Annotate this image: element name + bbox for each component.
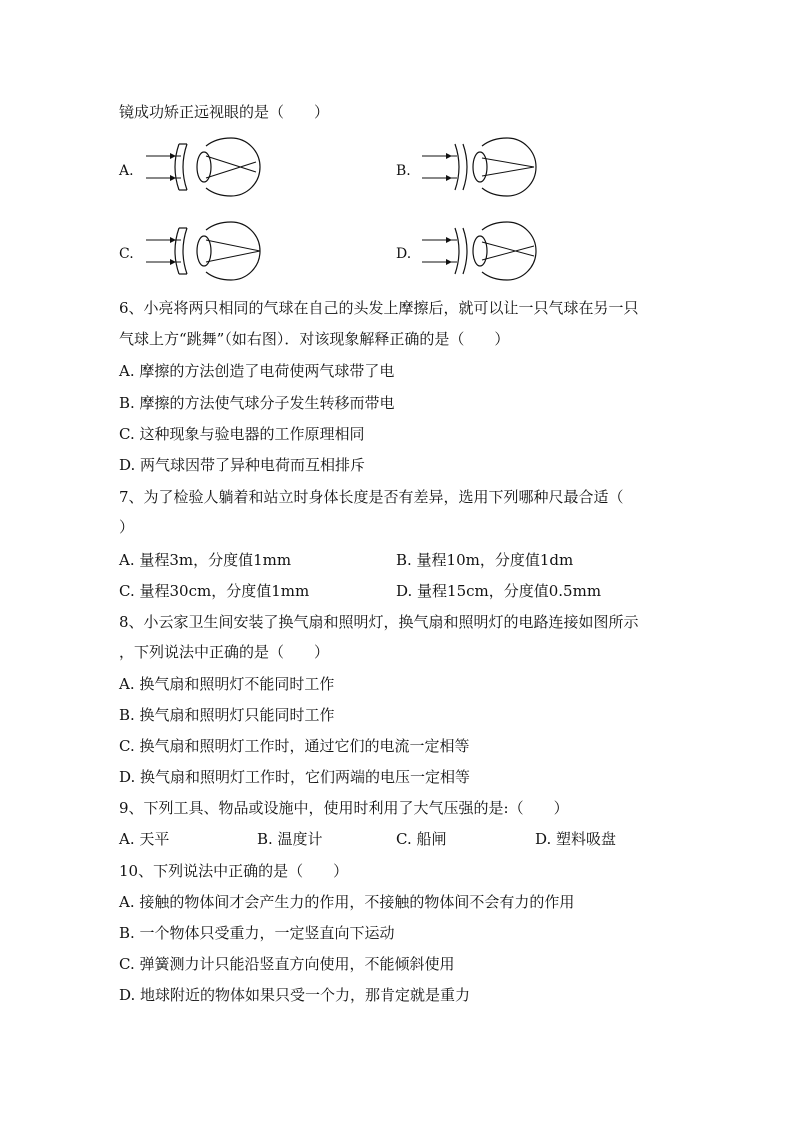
q6-stem-line2: 气球上方“跳舞”（如右图）．对该现象解释正确的是（ ） — [119, 330, 510, 348]
eye-diagram-icon — [146, 218, 286, 284]
q7-option-a: A. 量程3m，分度值1mm — [119, 551, 292, 569]
q10-option-b: B. 一个物体只受重力，一定竖直向下运动 — [119, 924, 395, 942]
q5-option-b-label: B. — [396, 163, 411, 179]
q8-option-c: C. 换气扇和照明灯工作时，通过它们的电流一定相等 — [119, 737, 470, 755]
eye-diagram-icon — [422, 218, 562, 284]
q9-stem: 9、下列工具、物品或设施中，使用时利用了大气压强的是:（ ） — [119, 799, 569, 817]
q8-option-a: A. 换气扇和照明灯不能同时工作 — [119, 675, 335, 693]
q6-option-b: B. 摩擦的方法使气球分子发生转移而带电 — [119, 394, 395, 412]
q8-stem-line1: 8、小云家卫生间安装了换气扇和照明灯，换气扇和照明灯的电路连接如图所示 — [119, 613, 639, 631]
q10-stem: 10、下列说法中正确的是（ ） — [119, 862, 349, 880]
q9-option-d: D. 塑料吸盘 — [535, 830, 617, 848]
q8-option-b: B. 换气扇和照明灯只能同时工作 — [119, 706, 335, 724]
q9-option-a: A. 天平 — [119, 830, 170, 848]
q10-option-a: A. 接触的物体间才会产生力的作用，不接触的物体间不会有力的作用 — [119, 893, 575, 911]
q6-option-c: C. 这种现象与验电器的工作原理相同 — [119, 425, 365, 443]
q7-stem-line2: ） — [119, 518, 135, 536]
q5-option-c-label: C. — [119, 246, 134, 262]
q8-stem-line2: ，下列说法中正确的是（ ） — [119, 643, 330, 661]
q6-option-d: D. 两气球因带了异种电荷而互相排斥 — [119, 456, 366, 474]
q7-stem-line1: 7、为了检验人躺着和站立时身体长度是否有差异，选用下列哪种尺最合适（ — [119, 488, 624, 506]
q5-option-d-label: D. — [396, 246, 412, 262]
q5-option-a-label: A. — [119, 163, 134, 179]
eye-diagram-icon — [146, 134, 286, 200]
q10-option-c: C. 弹簧测力计只能沿竖直方向使用，不能倾斜使用 — [119, 955, 455, 973]
q9-option-c: C. 船闸 — [396, 830, 447, 848]
q7-option-c: C. 量程30cm，分度值1mm — [119, 582, 310, 600]
q7-option-b: B. 量程10m，分度值1dm — [396, 551, 574, 569]
q6-stem-line1: 6、小亮将两只相同的气球在自己的头发上摩擦后，就可以让一只气球在另一只 — [119, 299, 639, 317]
eye-diagram-icon — [422, 134, 562, 200]
q10-option-d: D. 地球附近的物体如果只受一个力，那肯定就是重力 — [119, 986, 471, 1004]
q8-option-d: D. 换气扇和照明灯工作时，它们两端的电压一定相等 — [119, 768, 471, 786]
q6-option-a: A. 摩擦的方法创造了电荷使两气球带了电 — [119, 362, 395, 380]
q7-option-d: D. 量程15cm，分度值0.5mm — [396, 582, 602, 600]
q5-stem: 镜成功矫正远视眼的是（ ） — [119, 103, 330, 121]
q9-option-b: B. 温度计 — [257, 830, 323, 848]
